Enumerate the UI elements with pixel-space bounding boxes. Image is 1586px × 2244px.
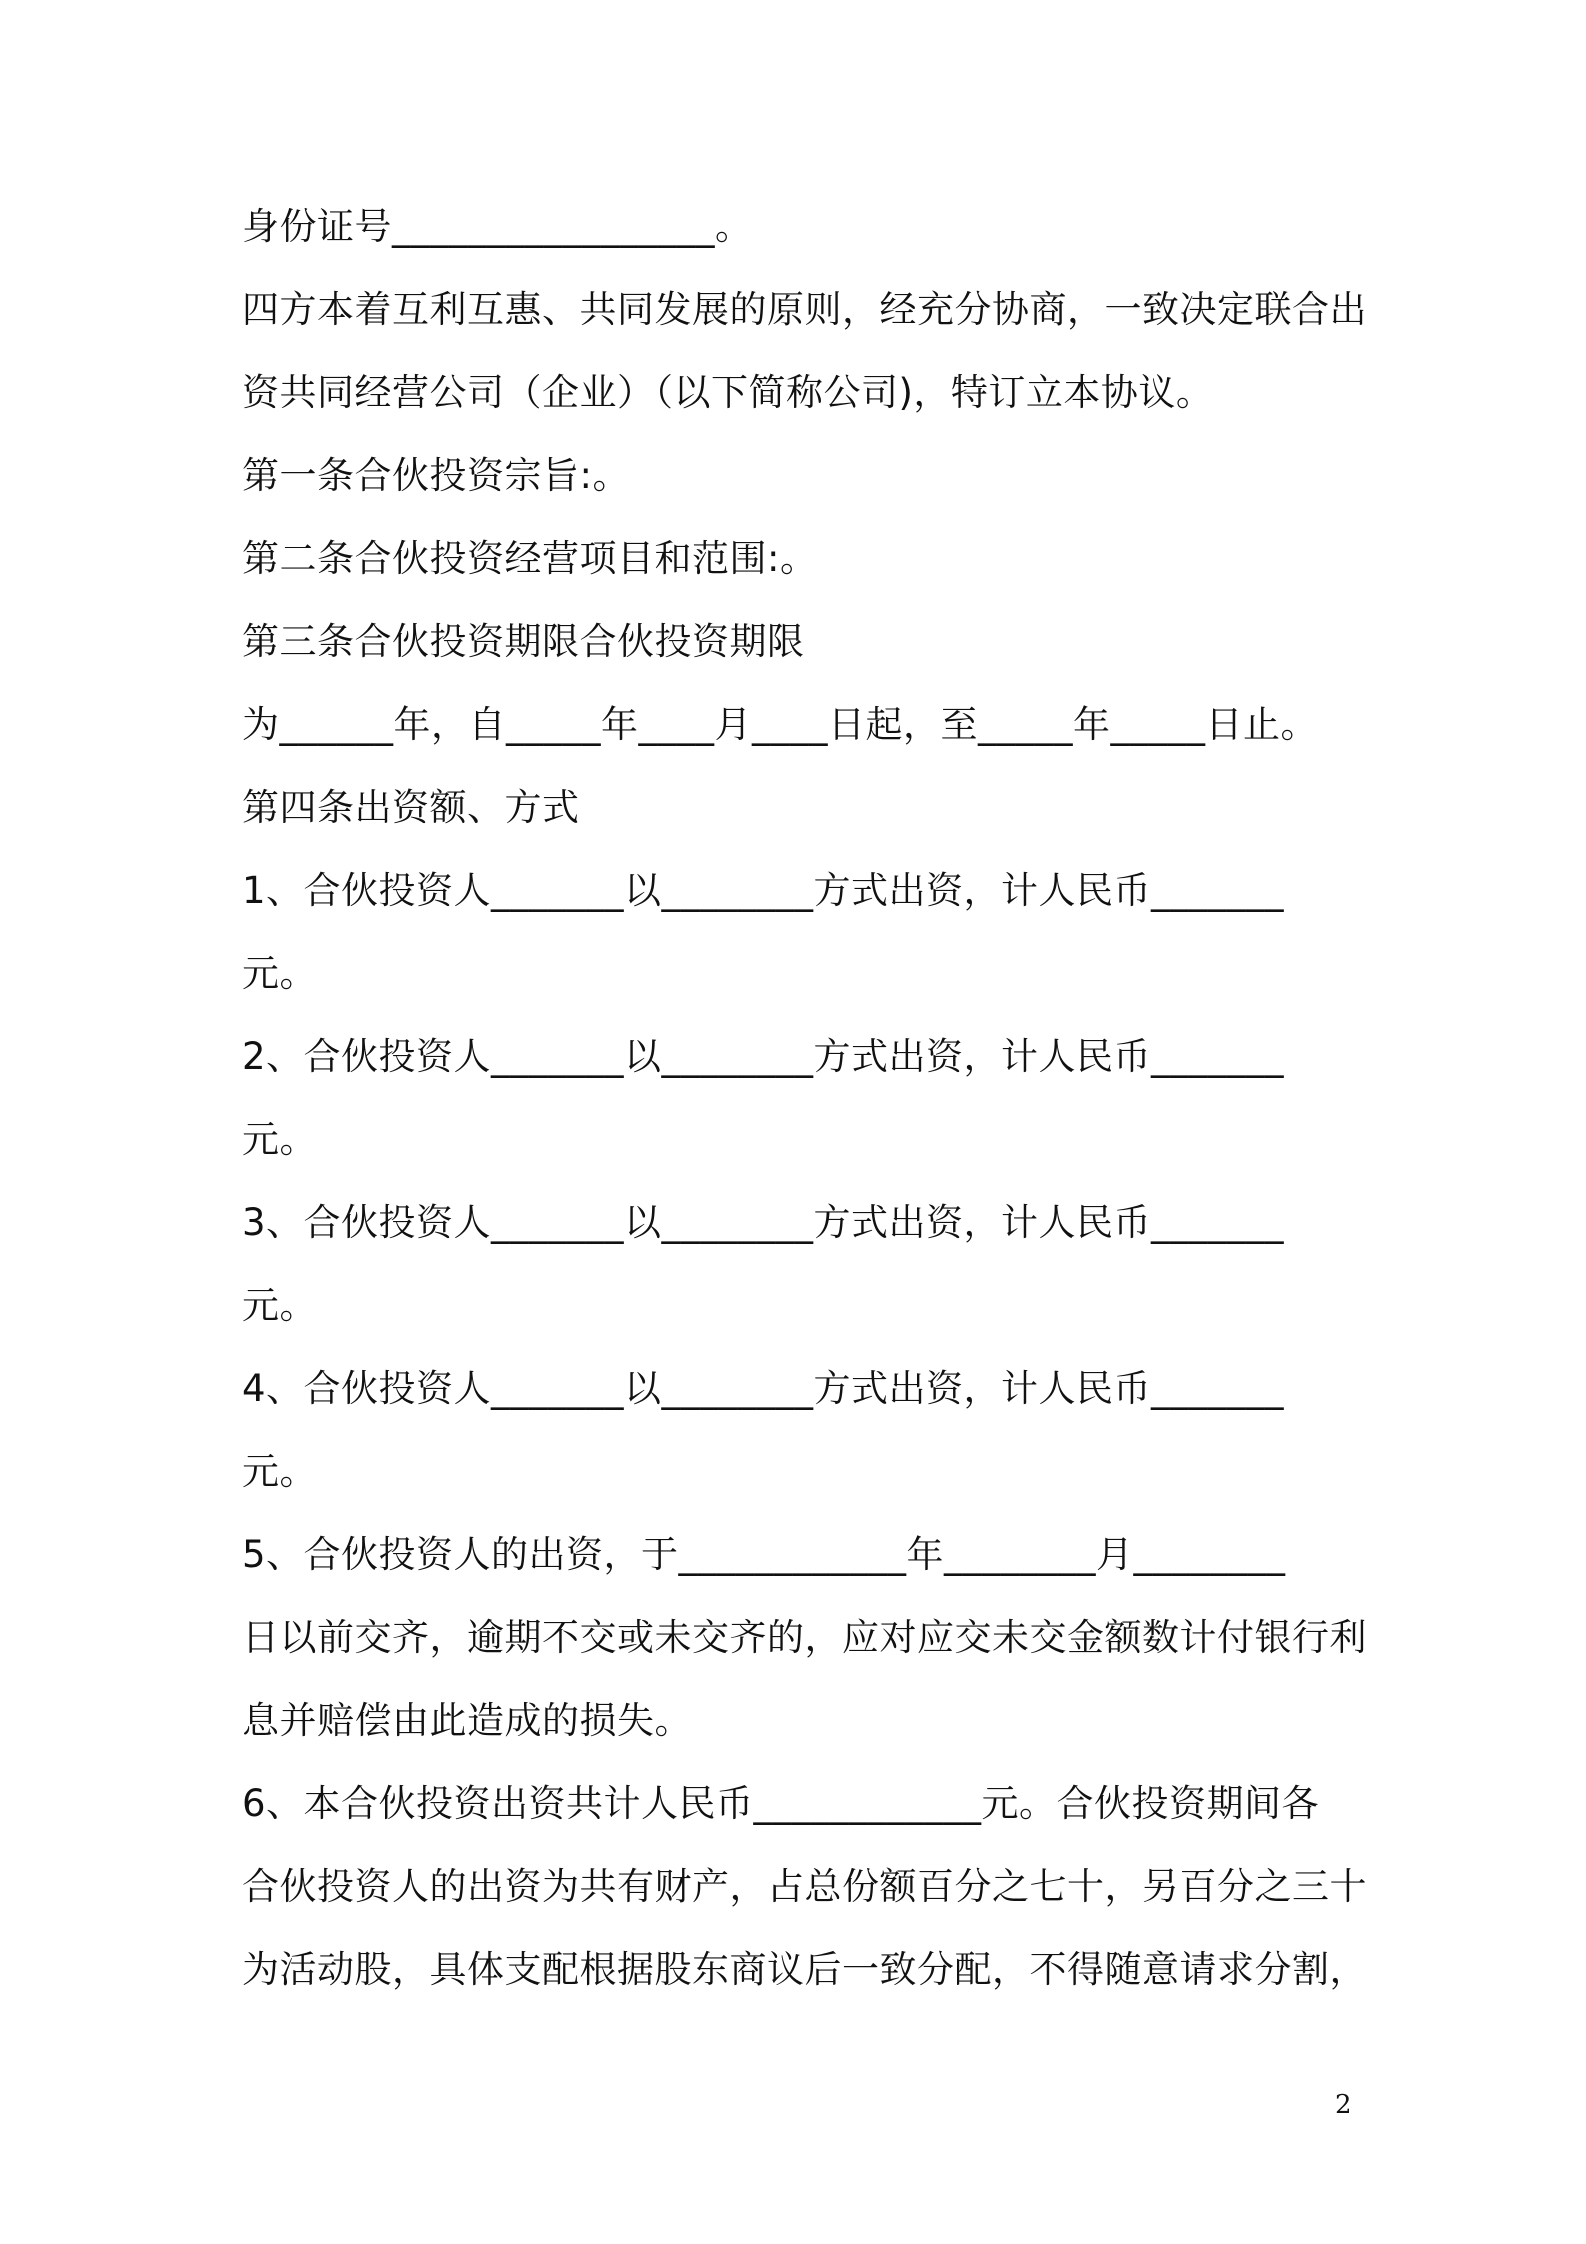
contribution-item-2: 2、合伙投资人_______以________方式出资，计人民币_______: [242, 1035, 1285, 1078]
text-line-id-number: 身份证号_________________。: [242, 205, 753, 248]
text-line-preamble-2: 资共同经营公司（企业）（以下简称公司)，特订立本协议。: [242, 371, 1214, 414]
contribution-item-1: 1、合伙投资人_______以________方式出资，计人民币_______: [242, 869, 1285, 912]
text-line-preamble-1: 四方本着互利互惠、共同发展的原则，经充分协商，一致决定联合出: [242, 288, 1367, 331]
contribution-item-5-cont-1: 日以前交齐，逾期不交或未交齐的，应对应交未交金额数计付银行利: [242, 1616, 1367, 1659]
contribution-item-3: 3、合伙投资人_______以________方式出资，计人民币_______: [242, 1201, 1285, 1244]
article-2-scope: 第二条合伙投资经营项目和范围:。: [242, 537, 818, 580]
article-1-purpose: 第一条合伙投资宗旨:。: [242, 454, 630, 497]
contribution-item-2-cont: 元。: [242, 1118, 317, 1161]
contribution-item-6: 6、本合伙投资出资共计人民币____________元。合伙投资期间各: [242, 1782, 1320, 1825]
contribution-item-1-cont: 元。: [242, 952, 317, 995]
contribution-item-4-cont: 元。: [242, 1450, 317, 1493]
contribution-item-5: 5、合伙投资人的出资，于____________年________月________: [242, 1533, 1286, 1576]
contribution-item-3-cont: 元。: [242, 1284, 317, 1327]
article-4-heading: 第四条出资额、方式: [242, 786, 580, 829]
contribution-item-5-cont-2: 息并赔偿由此造成的损失。: [242, 1699, 692, 1742]
page-number: 2: [1335, 2090, 1352, 2120]
contribution-item-6-cont-1: 合伙投资人的出资为共有财产，占总份额百分之七十，另百分之三十: [242, 1865, 1367, 1908]
contribution-item-4: 4、合伙投资人_______以________方式出资，计人民币_______: [242, 1367, 1285, 1410]
contribution-item-6-cont-2: 为活动股，具体支配根据股东商议后一致分配，不得随意请求分割，: [242, 1948, 1367, 1991]
article-3-term-detail: 为______年，自_____年____月____日起，至_____年_____日止。: [242, 703, 1318, 746]
article-3-term-heading: 第三条合伙投资期限合伙投资期限: [242, 620, 805, 663]
